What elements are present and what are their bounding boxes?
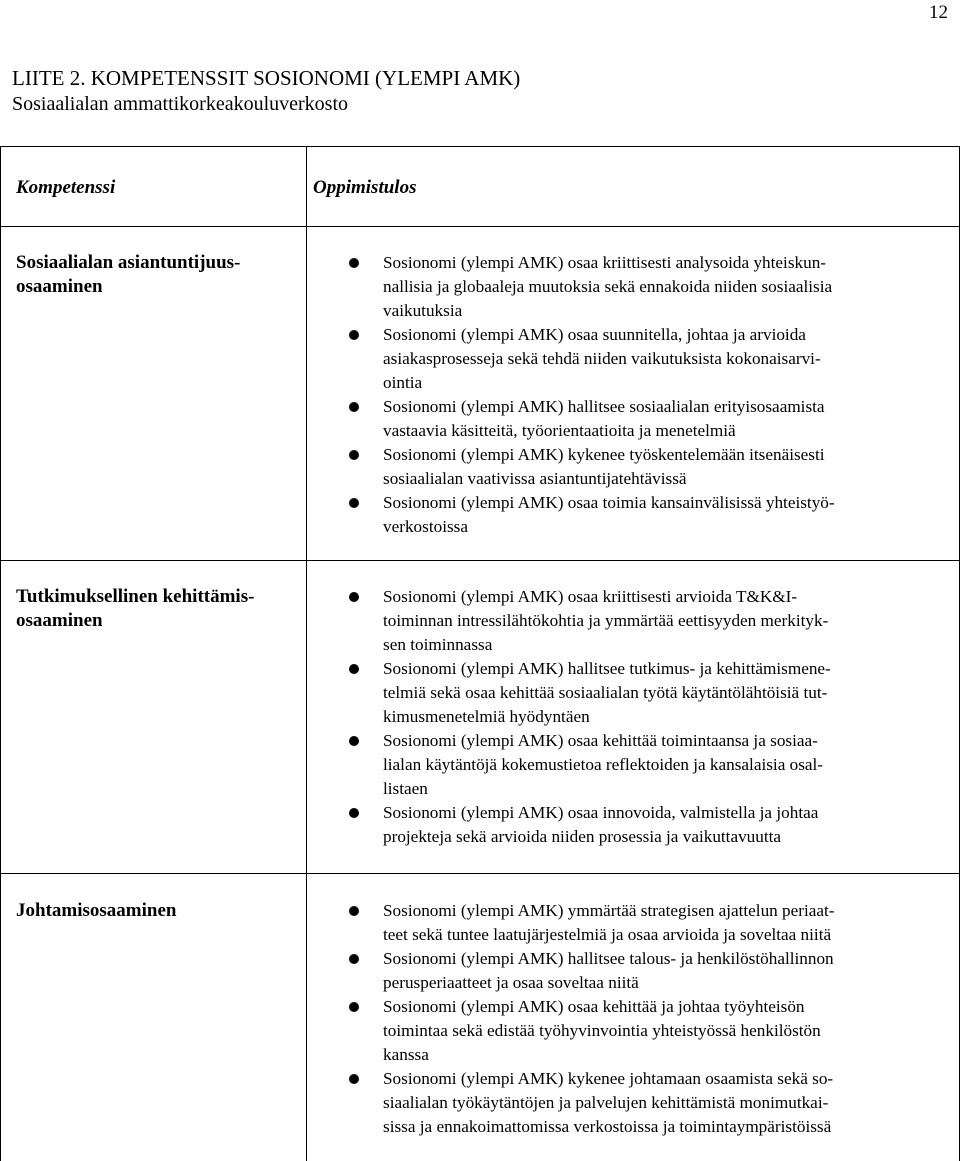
bullet-icon: [349, 808, 359, 818]
bullet-icon: [349, 1074, 359, 1084]
document-subtitle: Sosiaalialan ammattikorkeakouluverkosto: [12, 93, 349, 115]
competence-name: Tutkimuksellinen kehittämis- osaaminen: [16, 586, 255, 631]
column-header-competence: Kompetenssi: [16, 177, 116, 198]
row-divider: [1, 873, 959, 874]
competence-name: Johtamisosaaminen: [16, 900, 177, 921]
outcome-item: Sosionomi (ylempi AMK) ymmärtää strategisen ajattelun periaat- teet sekä tuntee laatujärjestelmiä ja osaa arvioida ja soveltaa niitä: [383, 899, 953, 947]
outcome-item: Sosionomi (ylempi AMK) hallitsee talous- ja henkilöstöhallinnon perusperiaatteet ja osaa soveltaa niitä: [383, 947, 953, 995]
bullet-icon: [349, 450, 359, 460]
column-divider: [306, 147, 307, 226]
bullet-icon: [349, 954, 359, 964]
bullet-icon: [349, 330, 359, 340]
outcome-item: Sosionomi (ylempi AMK) kykenee johtamaan osaamista sekä so- siaalialan työkäytäntöjen ja palvelujen kehittämistä monimutkai- sissa ja ennakoimattomissa verkostoissa ja toimintaympäristöissä: [383, 1067, 953, 1139]
column-divider: [306, 227, 307, 1161]
document-title: LIITE 2. KOMPETENSSIT SOSIONOMI (YLEMPI AMK): [12, 66, 521, 90]
bullet-icon: [349, 592, 359, 602]
row-divider: [1, 560, 959, 561]
outcome-item: Sosionomi (ylempi AMK) osaa kehittää ja johtaa työyhteisön toimintaa sekä edistää työhyvinvointia yhteistyössä henkilöstön kanssa: [383, 995, 953, 1067]
column-header-outcome: Oppimistulos: [313, 177, 417, 198]
outcome-item: Sosionomi (ylempi AMK) osaa toimia kansainvälisissä yhteistyö- verkostoissa: [383, 491, 953, 539]
bullet-icon: [349, 498, 359, 508]
competence-name: Sosiaalialan asiantuntijuus- osaaminen: [16, 252, 241, 297]
outcome-item: Sosionomi (ylempi AMK) hallitsee sosiaalialan erityisosaamista vastaavia käsitteitä, työorientaatioita ja menetelmiä: [383, 395, 953, 443]
table-header-row: [0, 146, 960, 227]
outcome-item: Sosionomi (ylempi AMK) hallitsee tutkimus- ja kehittämismene- telmiä sekä osaa kehittää sosiaalialan työtä käytäntölähtöisiä tut- kimusmenetelmiä hyödyntäen: [383, 657, 953, 729]
document-heading: [12, 65, 520, 117]
page-number: 12: [929, 2, 948, 23]
bullet-icon: [349, 1002, 359, 1012]
outcome-item: Sosionomi (ylempi AMK) osaa kehittää toimintaansa ja sosiaa- lialan käytäntöjä kokemustietoa reflektoiden ja kansalaisia osal- listaen: [383, 729, 953, 801]
competence-table-body: [0, 227, 960, 1161]
bullet-icon: [349, 664, 359, 674]
outcome-item: Sosionomi (ylempi AMK) kykenee työskentelemään itsenäisesti sosiaalialan vaativissa asiantuntijatehtävissä: [383, 443, 953, 491]
outcome-item: Sosionomi (ylempi AMK) osaa suunnitella, johtaa ja arvioida asiakasprosesseja sekä tehdä niiden vaikutuksista kokonaisarvi- ointia: [383, 323, 953, 395]
outcome-item: Sosionomi (ylempi AMK) osaa kriittisesti arvioida T&K&I- toiminnan intressilähtökohtia ja ymmärtää eettisyyden merkityk- sen toiminnassa: [383, 585, 953, 657]
bullet-icon: [349, 736, 359, 746]
outcome-item: Sosionomi (ylempi AMK) osaa innovoida, valmistella ja johtaa projekteja sekä arvioida niiden prosessia ja vaikuttavuutta: [383, 801, 953, 849]
outcome-item: Sosionomi (ylempi AMK) osaa kriittisesti analysoida yhteiskun- nallisia ja globaaleja muutoksia sekä ennakoida niiden sosiaalisia vaikutuksia: [383, 251, 953, 323]
bullet-icon: [349, 402, 359, 412]
bullet-icon: [349, 258, 359, 268]
bullet-icon: [349, 906, 359, 916]
